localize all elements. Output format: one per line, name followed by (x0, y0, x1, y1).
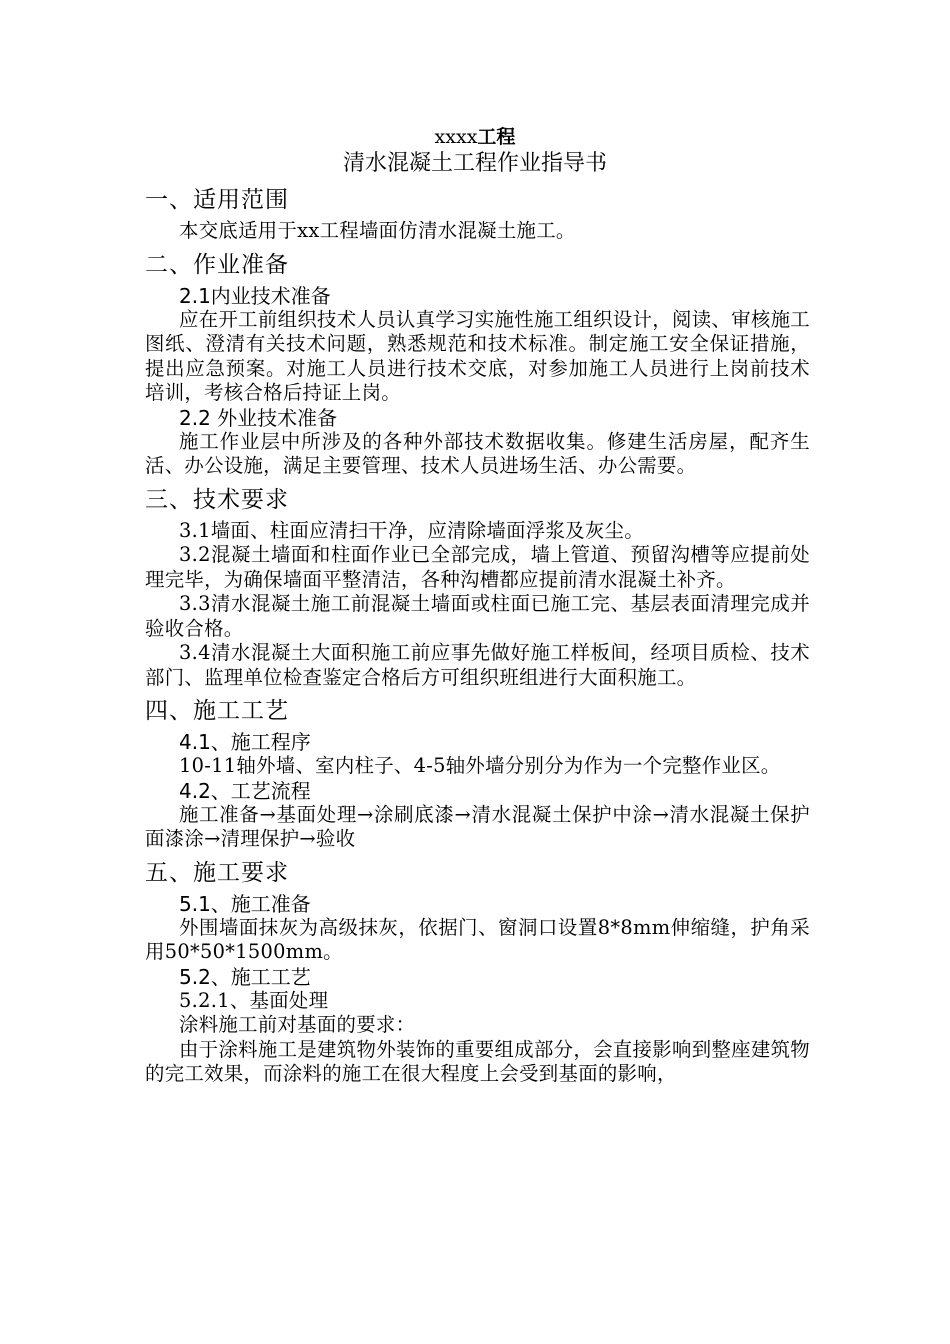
title-bold: 工程 (477, 126, 516, 148)
document-title (0, 126, 950, 148)
section-heading-3: 三、技术要求 (145, 486, 289, 513)
paragraph: 3.2混凝土墙面和柱面作业已全部完成，墙上管道、预留沟槽等应提前处理完毕，为确保墙面平整清洁，各种沟槽都应提前清水混凝土补齐。 (145, 543, 810, 591)
paragraph: 本交底适用于xx工程墙面仿清水混凝土施工。 (179, 219, 576, 242)
section-heading-1: 一、适用范围 (145, 187, 289, 213)
subsection-heading: 2.1内业技术准备 (179, 283, 331, 308)
subsection-heading: 5.1、施工准备 (179, 891, 311, 916)
title-prefix: xxxx (434, 126, 478, 148)
paragraph: 3.4清水混凝土大面积施工前应事先做好施工样板间，经项目质检、技术部门、监理单位检查鉴定合格后方可组织班组进行大面积施工。 (145, 641, 810, 689)
paragraph: 施工准备→基面处理→涂刷底漆→清水混凝土保护中涂→清水混凝土保护面漆涂→清理保护→验收 (145, 802, 810, 850)
paragraph: 10-11轴外墙、室内柱子、4-5轴外墙分别分为作为一个完整作业区。 (179, 754, 781, 777)
subsection-heading: 2.2 外业技术准备 (179, 405, 338, 430)
paragraph: 施工作业层中所涉及的各种外部技术数据收集。修建生活房屋，配齐生活、办公设施，满足主要管理、技术人员进场生活、办公需要。 (145, 429, 810, 477)
paragraph: 5.2.1、基面处理 (179, 988, 329, 1012)
paragraph: 3.3清水混凝土施工前混凝土墙面或柱面已施工完、基层表面清理完成并验收合格。 (145, 592, 810, 640)
subsection-heading: 4.1、施工程序 (179, 730, 311, 754)
paragraph: 外围墙面抹灰为高级抹灰，依据门、窗洞口设置8*8mm伸缩缝，护角采用50*50*1500mm。 (145, 915, 810, 963)
section-heading-4: 四、施工工艺 (145, 698, 289, 724)
paragraph: 涂料施工前对基面的要求： (179, 1013, 416, 1036)
subsection-heading: 5.2、施工工艺 (179, 964, 311, 989)
paragraph: 应在开工前组织技术人员认真学习实施性施工组织设计，阅读、审核施工图纸、澄清有关技术问题，熟悉规范和技术标准。制定施工安全保证措施，提出应急预案。对施工人员进行技术交底，对参加施工人员进行上岗前技术培训，考核合格后持证上岗。 (145, 307, 810, 404)
section-heading-2: 二、作业准备 (145, 251, 289, 278)
section-heading-5: 五、施工要求 (145, 859, 289, 886)
document-body (145, 185, 810, 1087)
paragraph: 3.1墙面、柱面应清扫干净，应清除墙面浮浆及灰尘。 (179, 518, 644, 542)
document-subtitle: 清水混凝土工程作业指导书 (342, 151, 607, 176)
subsection-heading: 4.2、工艺流程 (179, 778, 311, 803)
paragraph: 由于涂料施工是建筑物外装饰的重要组成部分，会直接影响到整座建筑物的完工效果，而涂料的施工在很大程度上会受到基面的影响， (145, 1037, 810, 1085)
